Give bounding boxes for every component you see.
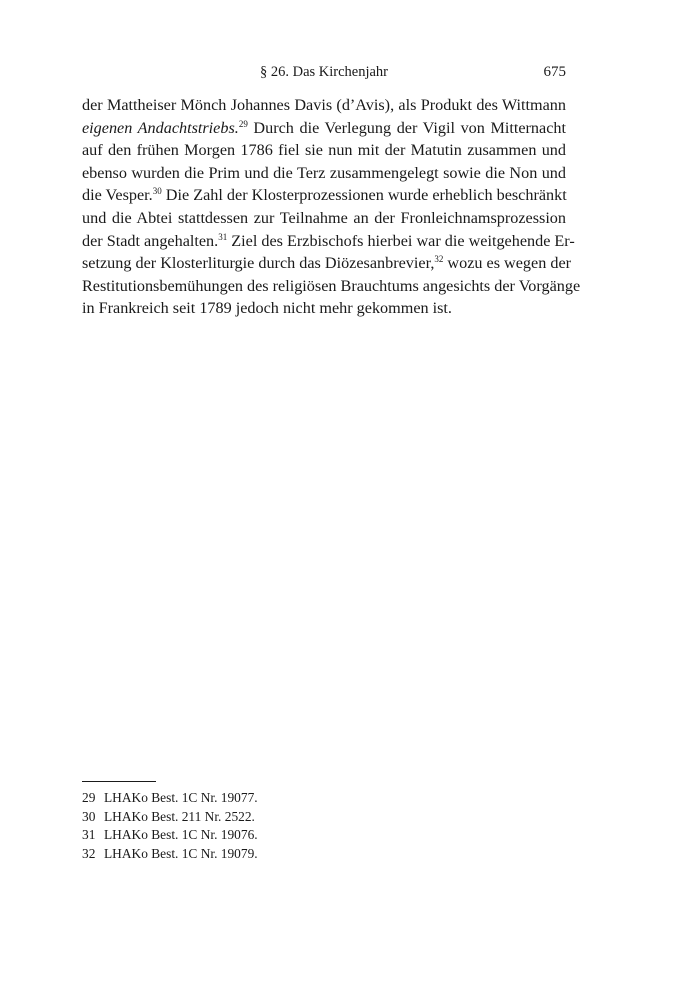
text-run: die Vesper. xyxy=(82,186,153,205)
footnote-text: LHAKo Best. 1C Nr. 19077. xyxy=(104,790,258,805)
text-run: wozu es wegen der xyxy=(443,254,572,273)
text-line xyxy=(82,162,566,185)
footnote-text: LHAKo Best. 211 Nr. 2522. xyxy=(104,808,255,824)
text-run: setzung der Klosterliturgie durch das Diözesanbrevier, xyxy=(82,254,435,273)
text-run: der Mattheiser Mönch Johannes Davis (d’Avis), als Produkt des Wittmann xyxy=(82,96,566,114)
text-line xyxy=(82,184,566,207)
footnote-separator xyxy=(82,781,156,782)
text-run: und die Abtei stattdessen zur Teilnahme an der Fronleichnamsprozession xyxy=(82,208,566,227)
footnote-number: 31 xyxy=(82,827,96,843)
text-run: in Frankreich seit 1789 jedoch nicht mehr gekommen ist. xyxy=(82,299,452,318)
text-line xyxy=(82,297,566,320)
footnote-reference: 31 xyxy=(218,231,228,242)
text-run: ebenso wurden die Prim und die Terz zusammengelegt sowie die Non und xyxy=(82,163,566,182)
footnote-reference: 30 xyxy=(152,186,162,197)
footnote-text: LHAKo Best. 1C Nr. 19076. xyxy=(104,827,258,843)
footnote xyxy=(82,845,566,864)
footnote xyxy=(82,808,566,827)
text-line xyxy=(82,94,566,117)
text-run: auf den frühen Morgen 1786 fiel sie nun mit der Matutin zusammen und xyxy=(82,141,566,160)
running-head-title: § 26. Das Kirchenjahr xyxy=(259,64,389,80)
text-line xyxy=(82,252,572,275)
text-line xyxy=(82,230,575,253)
footnote xyxy=(82,789,566,808)
footnote-number: 32 xyxy=(82,845,96,861)
body-paragraph xyxy=(82,94,581,320)
text-line xyxy=(82,139,566,162)
footnote-text: LHAKo Best. 1C Nr. 19079. xyxy=(104,845,258,861)
footnote-number: 30 xyxy=(82,808,96,824)
footnote-reference: 32 xyxy=(434,254,444,265)
footnote-reference: 29 xyxy=(238,118,248,129)
footnote xyxy=(82,826,566,845)
page-number: 675 xyxy=(543,64,566,80)
italic-text: eigenen Andachtstriebs. xyxy=(82,118,239,137)
text-run: Restitutionsbemühungen des religiösen Brauchtums angesichts der Vorgänge xyxy=(82,276,581,295)
running-head xyxy=(82,62,566,82)
text-line xyxy=(82,207,566,230)
text-run: Die Zahl der Klosterprozessionen wurde erheblich beschränkt xyxy=(161,186,567,205)
text-run: Ziel des Erzbischofs hierbei war die weitgehende Er- xyxy=(227,231,575,250)
footnotes xyxy=(82,789,566,863)
footnote-number: 29 xyxy=(82,790,96,805)
text-run: Durch die Verlegung der Vigil von Mitternacht xyxy=(247,118,566,137)
text-line xyxy=(82,275,581,298)
text-run: der Stadt angehalten. xyxy=(82,231,219,250)
text-line xyxy=(82,117,566,140)
